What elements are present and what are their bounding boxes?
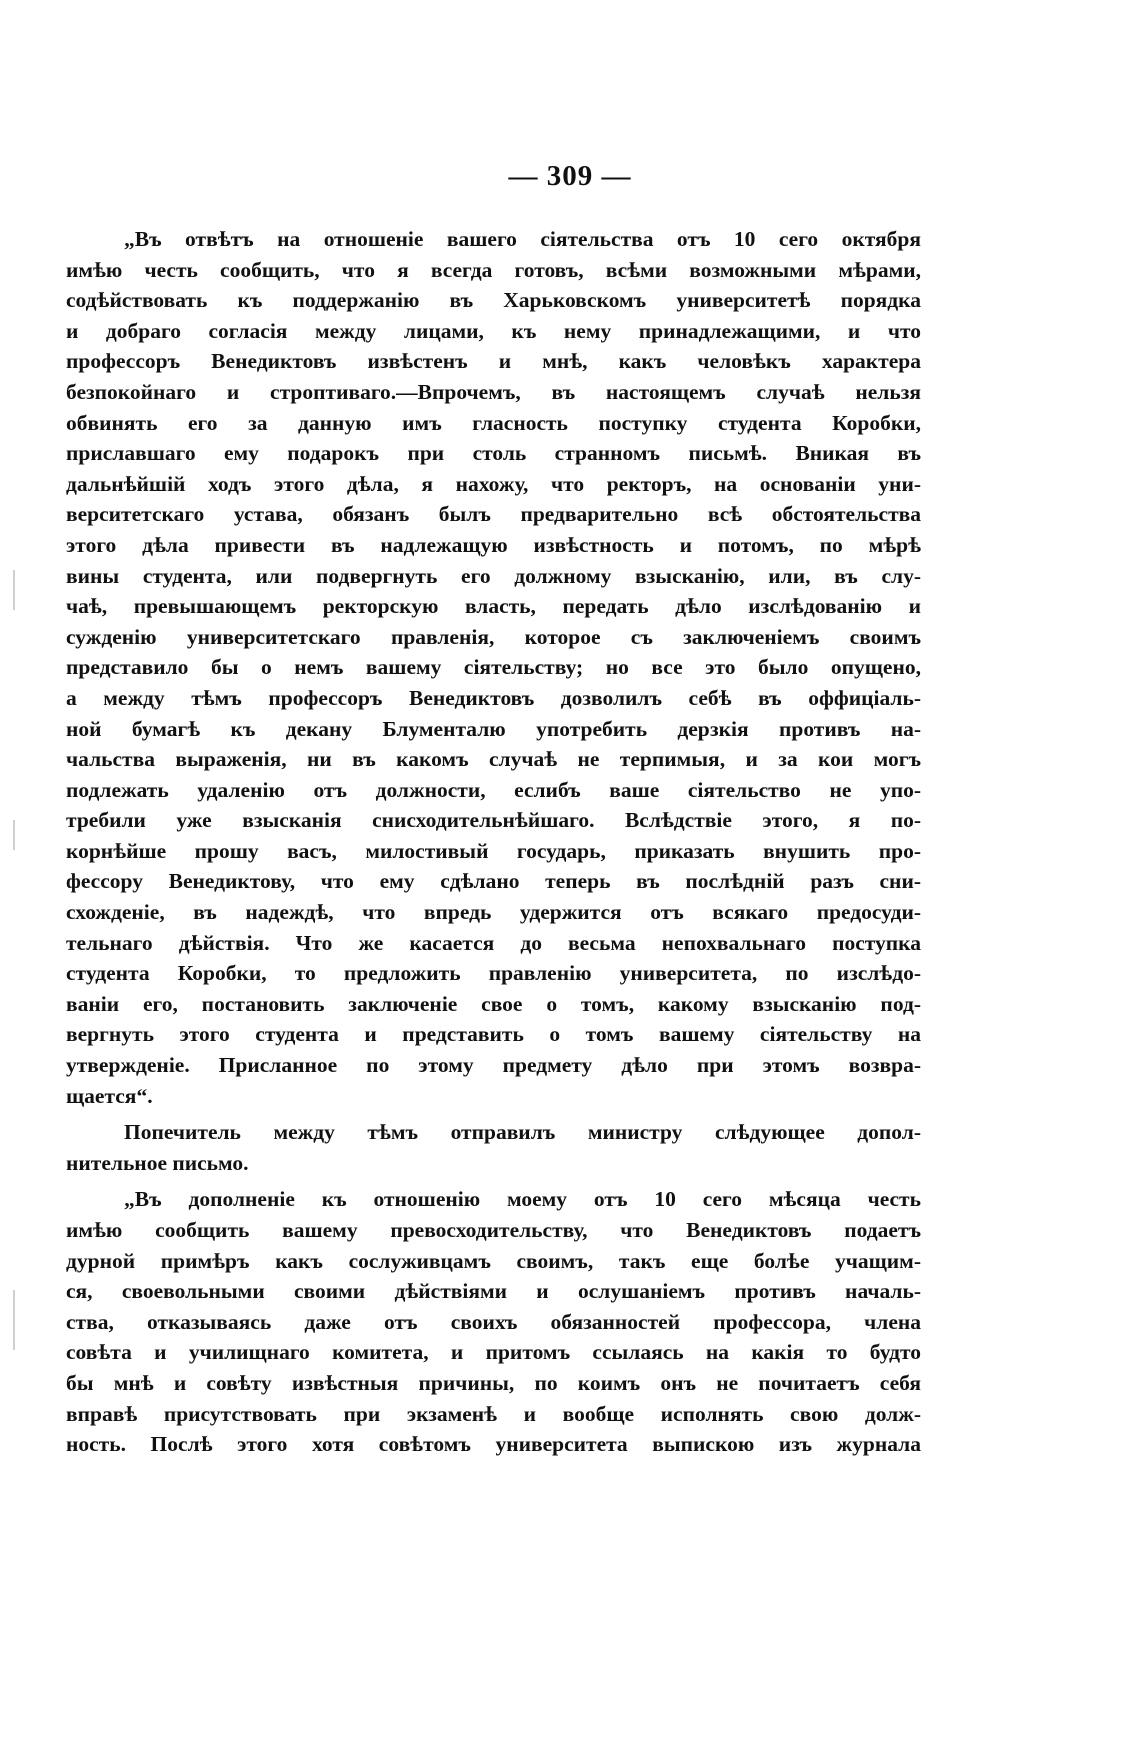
text-line: ность. Послѣ этого хотя совѣтомъ университета выпискою изъ журнала bbox=[66, 1432, 921, 1457]
text-line: „Въ отвѣтъ на отношеніе вашего сіятельства отъ 10 сего октября bbox=[124, 227, 921, 251]
text-line: подлежать удаленію отъ должности, еслибъ ваше сіятельство не упо- bbox=[66, 777, 921, 802]
body-text bbox=[66, 224, 921, 1460]
text-line: верситетскаго устава, обязанъ былъ предварительно всѣ обстоятельства bbox=[66, 502, 921, 527]
text-line: фессору Венедиктову, что ему сдѣлано теперь въ послѣдній разъ сни- bbox=[66, 869, 921, 894]
text-line: чальства выраженія, ни въ какомъ случаѣ не терпимыя, и за кои могъ bbox=[66, 747, 921, 772]
text-line: представило бы о немъ вашему сіятельству; но все это было опущено, bbox=[66, 655, 921, 680]
paragraph-letter-reply bbox=[66, 224, 921, 1111]
text-line: ной бумагѣ къ декану Блументалю употребить дерзкія противъ на- bbox=[66, 716, 921, 741]
text-line: имѣю честь сообщить, что я всегда готовъ, всѣми возможными мѣрами, bbox=[66, 257, 921, 282]
text-line: корнѣйше прошу васъ, милостивый государь, приказать внушить про- bbox=[66, 838, 921, 863]
scan-edge-mark bbox=[13, 570, 15, 610]
text-line: совѣта и училищнаго комитета, и притомъ ссылаясь на какія то будто bbox=[66, 1340, 921, 1365]
text-line: приславшаго ему подарокъ при столь странномъ письмѣ. Вникая въ bbox=[66, 441, 921, 466]
text-line: ся, своевольными своими дѣйствіями и ослушаніемъ противъ началь- bbox=[66, 1279, 921, 1304]
text-line: схожденіе, въ надеждѣ, что впредь удержится отъ всякаго предосуди- bbox=[66, 900, 921, 925]
text-line: чаѣ, превышающемъ ректорскую власть, передать дѣло изслѣдованію и bbox=[66, 594, 921, 619]
text-line: бы мнѣ и совѣту извѣстныя причины, по коимъ онъ не почитаетъ себя bbox=[66, 1370, 921, 1395]
text-line: безпокойнаго и строптиваго.—Впрочемъ, въ настоящемъ случаѣ нельзя bbox=[66, 379, 921, 404]
text-line: тельнаго дѣйствія. Что же касается до весьма непохвальнаго поступка bbox=[66, 930, 921, 955]
text-line: этого дѣла привести въ надлежащую извѣстность и потомъ, по мѣрѣ bbox=[66, 532, 921, 557]
text-line: а между тѣмъ профессоръ Венедиктовъ дозволилъ себѣ въ оффиціаль- bbox=[66, 685, 921, 710]
text-line: Попечитель между тѣмъ отправилъ министру слѣдующее допол- bbox=[124, 1120, 921, 1145]
text-line: обвинять его за данную имъ гласность поступку студента Коробки, bbox=[66, 410, 921, 435]
scan-edge-mark bbox=[13, 820, 15, 850]
text-line: дальнѣйшій ходъ этого дѣла, я нахожу, что ректоръ, на основаніи уни- bbox=[66, 471, 921, 496]
text-line: нительное письмо. bbox=[66, 1150, 249, 1175]
paragraph-narration bbox=[66, 1117, 921, 1178]
text-line: сужденію университетскаго правленія, которое съ заключеніемъ своимъ bbox=[66, 624, 921, 649]
paragraph-additional-letter bbox=[66, 1184, 921, 1459]
page-number: — 309 — bbox=[508, 160, 632, 192]
text-line: студента Коробки, то предложить правленію университета, по изслѣдо- bbox=[66, 961, 921, 986]
text-line: ваніи его, постановить заключеніе свое о томъ, какому взысканію под- bbox=[66, 991, 921, 1016]
text-line: утвержденіе. Присланное по этому предмету дѣло при этомъ возвра- bbox=[66, 1053, 921, 1078]
text-line: вергнуть этого студента и представить о томъ вашему сіятельству на bbox=[66, 1022, 921, 1047]
text-line: дурной примѣръ какъ сослуживцамъ своимъ, такъ еще болѣе учащим- bbox=[66, 1248, 921, 1273]
text-line: требили уже взысканія снисходительнѣйшаго. Вслѣдствіе этого, я по- bbox=[66, 808, 921, 833]
text-line: вины студента, или подвергнуть его должному взысканію, или, въ слу- bbox=[66, 563, 921, 588]
text-line: ства, отказываясь даже отъ своихъ обязанностей профессора, члена bbox=[66, 1309, 921, 1334]
text-line: вправѣ присутствовать при экзаменѣ и вообще исполнять свою долж- bbox=[66, 1401, 921, 1426]
text-line: и добраго согласія между лицами, къ нему принадлежащими, и что bbox=[66, 318, 921, 343]
text-line: имѣю сообщить вашему превосходительству, что Венедиктовъ подаетъ bbox=[66, 1218, 921, 1242]
scan-edge-mark bbox=[13, 1290, 15, 1350]
text-line: „Въ дополненіе къ отношенію моему отъ 10 сего мѣсяца честь bbox=[124, 1187, 921, 1212]
text-line: профессоръ Венедиктовъ извѣстенъ и мнѣ, какъ человѣкъ характера bbox=[66, 349, 921, 374]
text-line: содѣйствовать къ поддержанію въ Харьковскомъ университетѣ порядка bbox=[66, 288, 921, 313]
text-line: щается“. bbox=[66, 1083, 153, 1108]
